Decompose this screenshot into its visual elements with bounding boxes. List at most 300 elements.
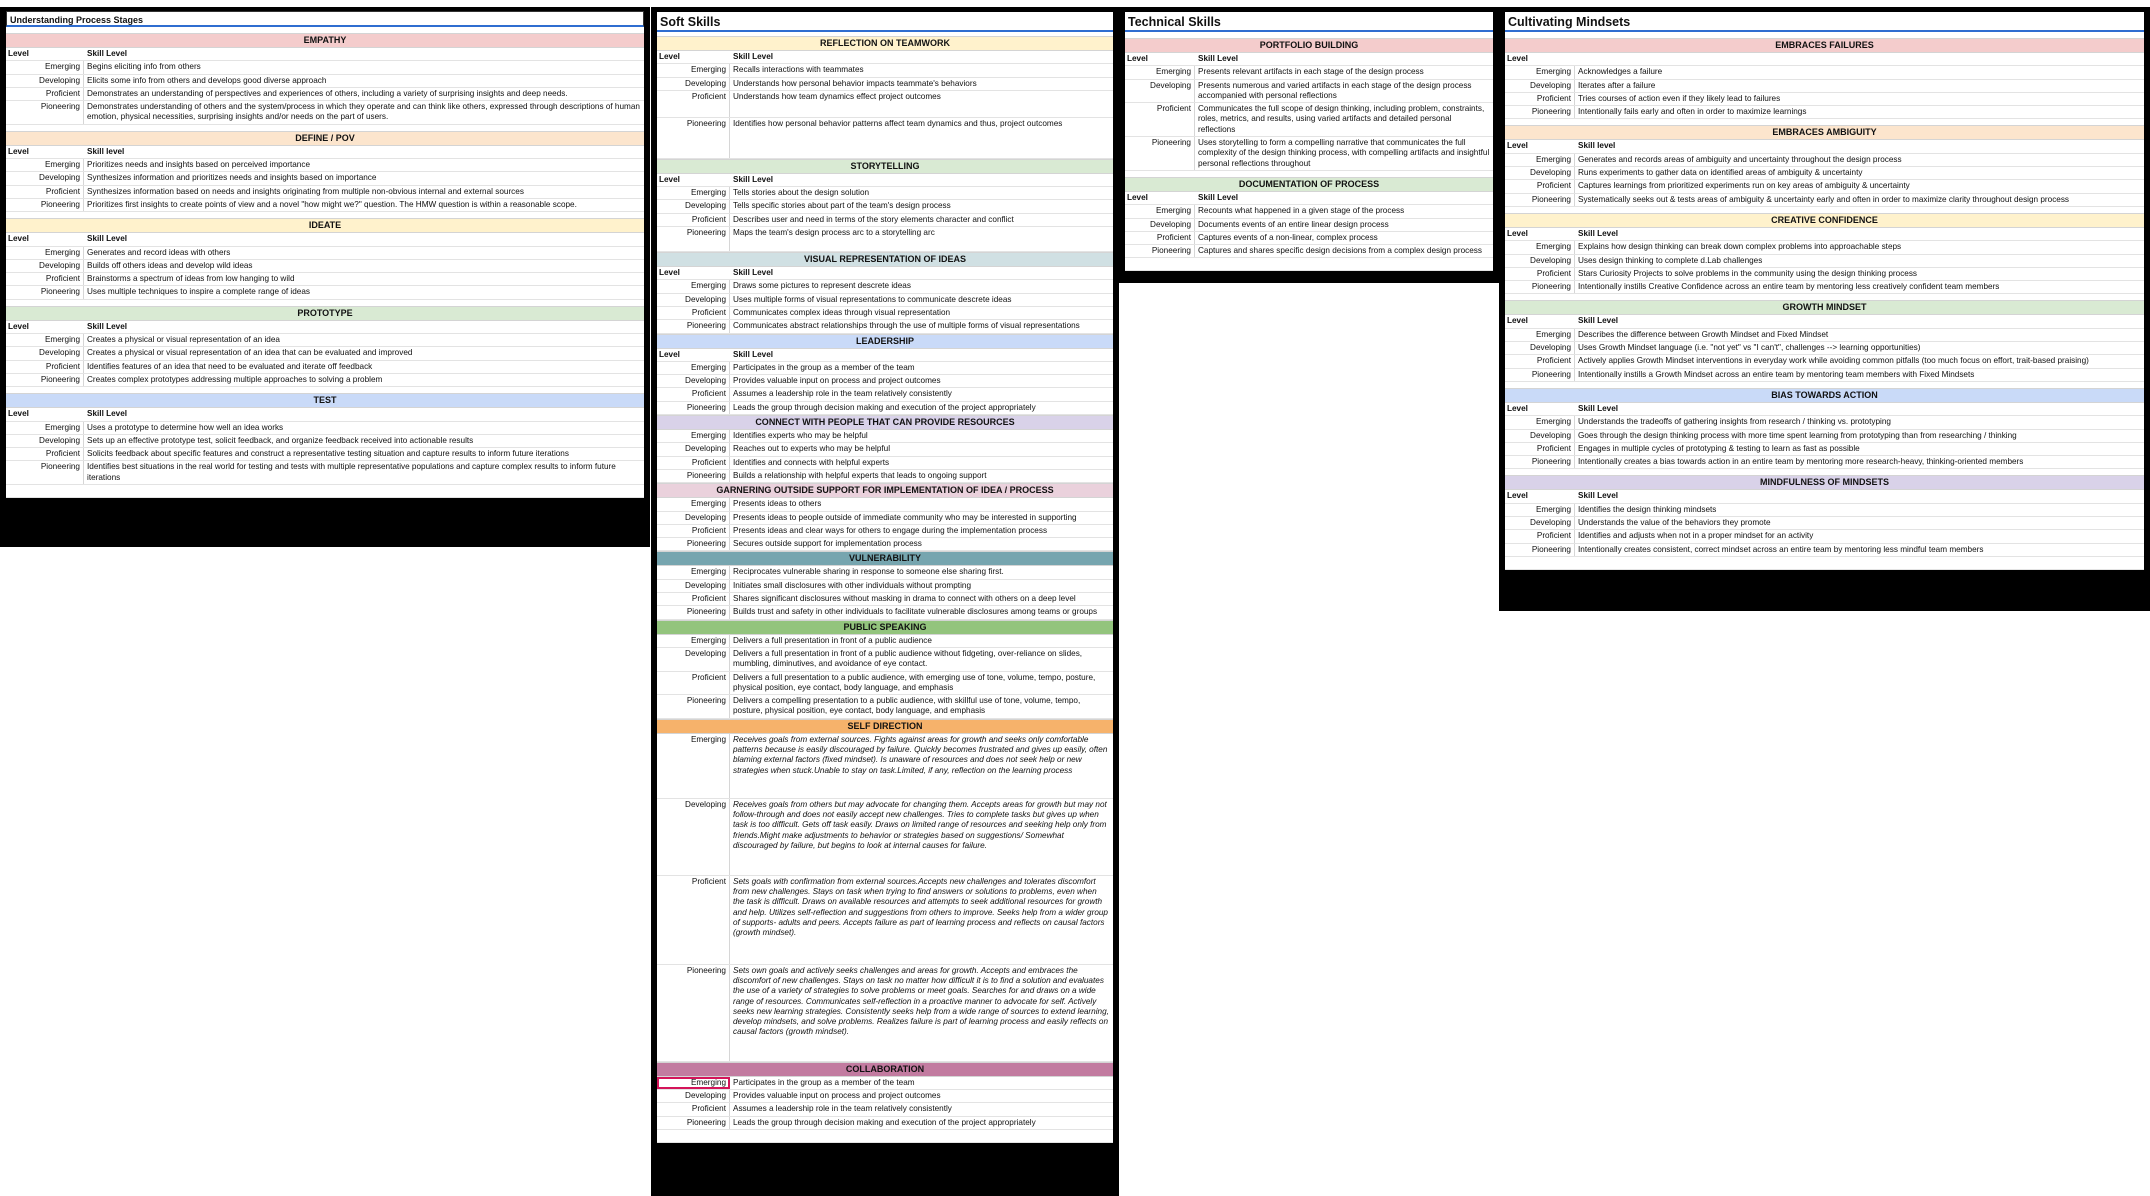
table-row[interactable] — [1125, 103, 1493, 137]
skill-cell[interactable]: Leads the group through decision making and execution of the project appropriately — [733, 402, 1036, 412]
level-cell[interactable]: Pioneering — [1505, 106, 1575, 118]
level-cell[interactable]: Developing — [657, 443, 730, 455]
table-row[interactable] — [657, 430, 1113, 443]
table-row[interactable] — [1505, 281, 2144, 294]
skill-cell[interactable]: Solicits feedback about specific features and construct a representative testing situation and capture results to inform future iterations — [87, 449, 569, 459]
column-header-row — [1505, 315, 2144, 328]
skill-cell[interactable]: Builds a relationship with helpful experts that leads to ongoing support — [733, 470, 987, 480]
table-row[interactable] — [657, 538, 1113, 551]
section-header: COLLABORATION — [657, 1062, 1113, 1077]
level-cell[interactable]: Pioneering — [1505, 281, 1575, 293]
level-cell[interactable]: Emerging — [657, 187, 730, 199]
level-cell[interactable]: Emerging — [657, 280, 730, 292]
level-cell[interactable]: Developing — [1125, 80, 1195, 103]
table-row[interactable] — [657, 91, 1113, 118]
skill-cell[interactable]: Understands the value of the behaviors they promote — [1578, 518, 1771, 528]
table-row[interactable] — [1505, 369, 2144, 382]
skill-cell[interactable]: Intentionally instills a Growth Mindset across an entire team by mentoring team members with Fixed Mindsets — [1578, 369, 1975, 379]
skill-cell[interactable]: Delivers a full presentation in front of a public audience — [733, 635, 932, 645]
skill-cell[interactable]: Builds off others ideas and develop wild ideas — [87, 260, 253, 270]
skill-cell[interactable]: Uses multiple forms of visual representations to communicate descrete ideas — [733, 294, 1012, 304]
level-cell[interactable]: Pioneering — [657, 695, 730, 718]
skill-cell[interactable]: Sets up an effective prototype test, solicit feedback, and organize feedback received into actionable results — [87, 435, 474, 445]
skill-cell[interactable]: Reaches out to experts who may be helpful — [733, 444, 891, 454]
level-cell[interactable]: Developing — [657, 78, 730, 90]
table-row[interactable] — [6, 88, 644, 101]
skill-cell[interactable]: Systematically seeks out & tests areas of ambiguity & uncertainty early and often in order to maximize clarity throughout design process — [1578, 194, 2070, 204]
table-row[interactable] — [1505, 544, 2144, 557]
level-cell[interactable]: Pioneering — [657, 965, 730, 1061]
level-cell[interactable]: Emerging — [1505, 416, 1575, 428]
table-row[interactable] — [657, 214, 1113, 227]
skill-cell[interactable]: Generates and record ideas with others — [87, 247, 231, 257]
skill-cell[interactable]: Synthesizes information based on needs and insights originating from multiple non-obvious internal and external sources — [87, 186, 524, 196]
skill-cell[interactable]: Stars Curiosity Projects to solve problems in the community using the design thinking process — [1578, 268, 1918, 278]
column-header-row — [1505, 53, 2144, 66]
table-row[interactable] — [1125, 205, 1493, 218]
sheet-title: Cultivating Mindsets — [1505, 12, 2144, 32]
level-cell[interactable]: Proficient — [657, 307, 730, 319]
level-cell[interactable]: Emerging — [1505, 241, 1575, 253]
level-cell[interactable]: Emerging — [657, 1077, 730, 1089]
level-cell[interactable]: Proficient — [657, 214, 730, 226]
skill-cell[interactable]: Intentionally creates a bias towards action in an entire team by mentoring more research-heavy, thinking-oriented members — [1578, 457, 2024, 467]
table-row[interactable] — [657, 1117, 1113, 1130]
skill-column-header: Skill Level — [87, 321, 128, 331]
skill-cell[interactable]: Communicates the full scope of design thinking, including problem, constraints, roles, metrics, and results, using varied artifacts and detailed personal reflections — [1198, 104, 1485, 134]
skill-cell[interactable]: Identifies and connects with helpful experts — [733, 457, 890, 467]
table-row[interactable] — [6, 374, 644, 387]
level-cell[interactable]: Developing — [6, 260, 84, 272]
table-row[interactable] — [657, 635, 1113, 648]
skill-cell[interactable]: Synthesizes information and prioritizes needs and insights based on importance — [87, 173, 377, 183]
table-row[interactable] — [6, 75, 644, 88]
table-row[interactable] — [657, 280, 1113, 293]
table-row[interactable] — [657, 876, 1113, 965]
skill-cell[interactable]: Captures and shares specific design decisions from a complex design process — [1198, 246, 1482, 256]
level-cell[interactable]: Emerging — [657, 566, 730, 578]
table-row[interactable] — [657, 1103, 1113, 1116]
table-row[interactable] — [657, 695, 1113, 719]
level-cell[interactable]: Pioneering — [6, 374, 84, 386]
skill-cell[interactable]: Initiates small disclosures with other individuals without prompting — [733, 580, 972, 590]
skill-cell[interactable]: Builds trust and safety in other individuals to facilitate vulnerable disclosures among teams or groups — [733, 607, 1098, 617]
level-cell[interactable]: Proficient — [6, 186, 84, 198]
table-row[interactable] — [657, 525, 1113, 538]
level-cell[interactable]: Proficient — [657, 593, 730, 605]
skill-cell[interactable]: Acknowledges a failure — [1578, 67, 1663, 77]
level-cell[interactable]: Emerging — [6, 61, 84, 73]
level-cell[interactable]: Pioneering — [6, 199, 84, 211]
table-row[interactable] — [6, 435, 644, 448]
level-cell[interactable]: Developing — [657, 512, 730, 524]
skill-column-header: Skill Level — [733, 174, 774, 184]
table-row[interactable] — [1125, 137, 1493, 171]
table-row[interactable] — [657, 362, 1113, 375]
skill-cell[interactable]: Recounts what happened in a given stage of the process — [1198, 206, 1405, 216]
skill-cell[interactable]: Tries courses of action even if they likely lead to failures — [1578, 93, 1781, 103]
skill-cell[interactable]: Brainstorms a spectrum of ideas from low hanging to wild — [87, 274, 295, 284]
table-row[interactable] — [657, 1090, 1113, 1103]
level-cell[interactable]: Developing — [1505, 517, 1575, 529]
level-cell[interactable]: Pioneering — [657, 606, 730, 618]
skill-cell[interactable]: Describes user and need in terms of the story elements character and conflict — [733, 214, 1014, 224]
level-cell[interactable]: Developing — [657, 1090, 730, 1102]
level-cell[interactable]: Emerging — [657, 635, 730, 647]
level-cell[interactable]: Pioneering — [1505, 544, 1575, 556]
skill-cell[interactable]: Identifies features of an idea that need to be evaluated and iterate off feedback — [87, 361, 373, 371]
skill-cell[interactable]: Describes the difference between Growth Mindset and Fixed Mindset — [1578, 329, 1829, 339]
table-row[interactable] — [1505, 517, 2144, 530]
skill-cell[interactable]: Shares significant disclosures without masking in drama to connect with others on a deep level — [733, 594, 1076, 604]
skill-cell[interactable]: Identifies how personal behavior patterns affect team dynamics and thus, project outcomes — [733, 118, 1063, 128]
table-row[interactable] — [657, 227, 1113, 252]
table-row[interactable] — [1125, 80, 1493, 104]
skill-cell[interactable]: Demonstrates an understanding of perspectives and experiences of others, including a variety of surprising insights and deep needs. — [87, 88, 568, 98]
skill-cell[interactable]: Uses storytelling to form a compelling narrative that communicates the full complexity of the design thinking process, with compelling artifacts and insightful personal reflections throughout — [1198, 138, 1490, 168]
level-cell[interactable]: Developing — [6, 435, 84, 447]
section-header: PROTOTYPE — [6, 306, 644, 321]
skill-cell[interactable]: Uses Growth Mindset language (i.e. "not yet" vs "I can't", challenges --> learning opportunities) — [1578, 343, 1921, 353]
skill-cell[interactable]: Prioritizes first insights to create points of view and a novel "how might we?" question. The HMW question is within a reasonable scope. — [87, 199, 577, 209]
table-row[interactable] — [6, 286, 644, 299]
skill-cell[interactable]: Intentionally fails early and often in order to maximize learnings — [1578, 107, 1807, 117]
table-row[interactable] — [657, 388, 1113, 401]
table-row[interactable] — [657, 64, 1113, 77]
skill-cell[interactable]: Presents ideas to people outside of immediate community who may be interested in supporting — [733, 512, 1077, 522]
skill-column-header: Skill Level — [733, 52, 774, 61]
skill-cell[interactable]: Iterates after a failure — [1578, 80, 1656, 90]
table-row[interactable] — [657, 402, 1113, 415]
table-row[interactable] — [657, 1077, 1113, 1090]
level-cell[interactable]: Emerging — [6, 247, 84, 259]
empty-row — [1125, 258, 1493, 271]
level-cell[interactable]: Developing — [1505, 342, 1575, 354]
level-cell[interactable]: Emerging — [6, 334, 84, 346]
level-column-header: Level — [1507, 403, 1528, 413]
level-cell[interactable]: Pioneering — [657, 538, 730, 550]
level-cell[interactable]: Emerging — [1505, 329, 1575, 341]
table-row[interactable] — [6, 347, 644, 360]
section-header: SELF DIRECTION — [657, 719, 1113, 734]
skill-cell[interactable]: Intentionally creates consistent, correct mindset across an entire team by mentoring less mindful team members — [1578, 544, 1984, 554]
level-cell[interactable]: Developing — [657, 200, 730, 212]
skill-cell[interactable]: Communicates abstract relationships through the use of multiple forms of visual representations — [733, 321, 1080, 331]
skill-cell[interactable]: Participates in the group as a member of the team — [733, 1077, 915, 1087]
skill-cell[interactable]: Recalls interactions with teammates — [733, 65, 864, 75]
skill-cell[interactable]: Communicates complex ideas through visual representation — [733, 307, 951, 317]
level-cell[interactable]: Pioneering — [657, 402, 730, 414]
table-row[interactable] — [657, 470, 1113, 483]
table-row[interactable] — [6, 361, 644, 374]
table-row[interactable] — [657, 457, 1113, 470]
skill-cell[interactable]: Creates complex prototypes addressing multiple approaches to solving a problem — [87, 374, 383, 384]
level-cell[interactable]: Developing — [6, 172, 84, 184]
level-cell[interactable]: Pioneering — [657, 470, 730, 482]
section-header: EMBRACES FAILURES — [1505, 38, 2144, 53]
level-cell[interactable]: Developing — [657, 294, 730, 306]
level-cell[interactable]: Developing — [6, 347, 84, 359]
skill-cell[interactable]: Understands the tradeoffs of gathering insights from research / thinking vs. prototyping — [1578, 417, 1891, 427]
table-row[interactable] — [1505, 342, 2144, 355]
table-row[interactable] — [657, 593, 1113, 606]
level-cell[interactable]: Emerging — [1505, 66, 1575, 78]
skill-cell[interactable]: Prioritizes needs and insights based on perceived importance — [87, 160, 311, 170]
skill-cell[interactable]: Intentionally instills Creative Confidence across an entire team by mentoring less creatively confident team members — [1578, 282, 2000, 292]
column-header-row — [657, 349, 1113, 362]
table-row[interactable] — [6, 334, 644, 347]
level-cell[interactable]: Pioneering — [657, 320, 730, 332]
table-row[interactable] — [1505, 194, 2144, 207]
table-row[interactable] — [6, 172, 644, 185]
skill-cell[interactable]: Tells specific stories about part of the team's design process — [733, 201, 951, 211]
skill-cell[interactable]: Generates and records areas of ambiguity and uncertainty throughout the design process — [1578, 154, 1902, 164]
skill-cell[interactable]: Engages in multiple cycles of prototyping & testing to learn as fast as possible — [1578, 443, 1860, 453]
table-row[interactable] — [657, 566, 1113, 579]
table-row[interactable] — [6, 186, 644, 199]
table-row[interactable] — [657, 187, 1113, 200]
table-row[interactable] — [657, 648, 1113, 672]
table-row[interactable] — [6, 101, 644, 125]
level-cell[interactable]: Emerging — [6, 422, 84, 434]
level-cell[interactable]: Developing — [1505, 80, 1575, 92]
level-cell[interactable]: Proficient — [1505, 268, 1575, 280]
level-cell[interactable]: Proficient — [6, 448, 84, 460]
skill-column-header: Skill Level — [1198, 54, 1239, 63]
table-row[interactable] — [657, 580, 1113, 593]
table-row[interactable] — [1125, 232, 1493, 245]
level-cell[interactable]: Developing — [1505, 255, 1575, 267]
level-cell[interactable]: Proficient — [657, 672, 730, 695]
skill-cell[interactable]: Secures outside support for implementation process — [733, 539, 922, 549]
table-row[interactable] — [657, 294, 1113, 307]
level-cell[interactable]: Pioneering — [1505, 194, 1575, 206]
table-row[interactable] — [657, 307, 1113, 320]
skill-cell[interactable]: Begins eliciting info from others — [87, 62, 201, 72]
level-cell[interactable]: Proficient — [6, 273, 84, 285]
table-row[interactable] — [1505, 268, 2144, 281]
table-row[interactable] — [657, 320, 1113, 333]
skill-cell[interactable]: Delivers a compelling presentation to a public audience, with skillful use of tone, volume, tempo, posture, physical position, eye contact, body language, and emphasis — [733, 696, 1081, 716]
table-row[interactable] — [6, 199, 644, 212]
level-cell[interactable]: Proficient — [657, 388, 730, 400]
table-row[interactable] — [657, 734, 1113, 799]
level-cell[interactable]: Developing — [1125, 219, 1195, 231]
level-cell[interactable]: Proficient — [657, 457, 730, 469]
level-cell[interactable]: Developing — [657, 580, 730, 592]
level-cell[interactable]: Pioneering — [1125, 137, 1195, 170]
level-cell[interactable]: Emerging — [657, 498, 730, 510]
table-row[interactable] — [657, 606, 1113, 619]
sheet — [657, 12, 1113, 1143]
skill-cell[interactable]: Receives goals from others but may advocate for changing them. Accepts areas for growth but may not follow-through and does not easily accept new challenges. Tries to complete tasks but gives up when task is too difficult. Gets off task easily. Draws on limited range of resources and seeking help only from friends.Might make adjustments to behavior or strategies based on suggestions/ Somewhat discouraged by failure, but begins to look at internal causes for failure. — [733, 799, 1107, 850]
table-row[interactable] — [6, 61, 644, 74]
table-row[interactable] — [657, 118, 1113, 159]
section-header: MINDFULNESS OF MINDSETS — [1505, 475, 2144, 490]
level-cell[interactable]: Pioneering — [1505, 369, 1575, 381]
level-cell[interactable]: Pioneering — [1505, 456, 1575, 468]
table-row[interactable] — [1505, 530, 2144, 543]
panel-technical-skills — [1119, 7, 1499, 283]
column-header-row — [6, 408, 644, 421]
table-row[interactable] — [1505, 456, 2144, 469]
level-cell[interactable]: Pioneering — [1125, 245, 1195, 257]
level-cell[interactable]: Developing — [6, 75, 84, 87]
skill-cell[interactable]: Creates a physical or visual representation of an idea that can be evaluated and improved — [87, 348, 413, 358]
level-cell[interactable]: Emerging — [657, 64, 730, 76]
skill-cell[interactable]: Identifies the design thinking mindsets — [1578, 504, 1717, 514]
level-cell[interactable]: Proficient — [657, 91, 730, 117]
level-column-header: Level — [659, 52, 680, 61]
table-row[interactable] — [1505, 167, 2144, 180]
skill-cell[interactable]: Captures learnings from prioritized experiments run on key areas of ambiguity & uncertainty — [1578, 181, 1910, 191]
table-row[interactable] — [6, 461, 644, 485]
skill-cell[interactable]: Draws some pictures to represent descrete ideas — [733, 281, 911, 291]
skill-cell[interactable]: Captures events of a non-linear, complex process — [1198, 232, 1378, 242]
table-row[interactable] — [1505, 416, 2144, 429]
level-cell[interactable]: Emerging — [657, 362, 730, 374]
skill-cell[interactable]: Explains how design thinking can break down complex problems into approachable steps — [1578, 242, 1902, 252]
table-row[interactable] — [1505, 504, 2144, 517]
table-row[interactable] — [6, 260, 644, 273]
level-cell[interactable]: Developing — [657, 375, 730, 387]
skill-cell[interactable]: Documents events of an entire linear design process — [1198, 219, 1389, 229]
level-cell[interactable]: Developing — [1505, 167, 1575, 179]
table-row[interactable] — [1505, 80, 2144, 93]
table-row[interactable] — [657, 78, 1113, 91]
skill-cell[interactable]: Uses design thinking to complete d.Lab challenges — [1578, 255, 1763, 265]
skill-cell[interactable]: Runs experiments to gather data on identified areas of ambiguity & uncertainty — [1578, 168, 1863, 178]
skill-cell[interactable]: Sets goals with confirmation from external sources.Accepts new challenges and tolerates discomfort from new challenges. Stays on task when trying to find answers or solutions to problems, even when the task is difficult. Draws on available resources and attempts to seek additional resources for growth and help. Utilizes self-reflection and suggestions from others to improve. Seeks help from a wider group of supports- adults and peers. Accepts failure as part of learning process and reflects on causal factors (growth mindset). — [733, 876, 1108, 938]
level-cell[interactable]: Developing — [1505, 430, 1575, 442]
skill-cell[interactable]: Receives goals from external sources. Fights against areas for growth and seeks only comfortable patterns because is easily discouraged by failure. Quickly becomes frustrated and gives up easily, often blaming external factors (fixed mindset). Is unaware of resources and does not seek help or new strategies when stuck.Unable to stay on task.Limited, if any, reflection on the learning process — [733, 734, 1108, 775]
skill-cell[interactable]: Identifies best situations in the real world for testing and tests with multiple representative populations and capture complex results to inform future iterations — [87, 462, 616, 482]
skill-cell[interactable]: Assumes a leadership role in the team relatively consistently — [733, 1104, 952, 1114]
skill-cell[interactable]: Identifies experts who may be helpful — [733, 431, 868, 441]
table-row[interactable] — [1505, 106, 2144, 119]
level-cell[interactable]: Proficient — [6, 361, 84, 373]
table-row[interactable] — [657, 672, 1113, 696]
skill-cell[interactable]: Assumes a leadership role in the team relatively consistently — [733, 389, 952, 399]
table-row[interactable] — [1505, 66, 2144, 79]
table-row[interactable] — [6, 422, 644, 435]
section-header: STORYTELLING — [657, 159, 1113, 174]
skill-cell[interactable]: Provides valuable input on process and project outcomes — [733, 1090, 941, 1100]
skill-cell[interactable]: Leads the group through decision making and execution of the project appropriately — [733, 1117, 1036, 1127]
table-row[interactable] — [657, 443, 1113, 456]
level-cell[interactable]: Proficient — [1505, 355, 1575, 367]
skill-cell[interactable]: Goes through the design thinking process with more time spent learning from prototyping than from researching / thinking — [1578, 430, 2017, 440]
skill-cell[interactable]: Actively applies Growth Mindset interventions in everyday work while avoiding common pitfalls (too much focus on effort, trait-based praising) — [1578, 356, 2089, 366]
level-cell[interactable]: Proficient — [1125, 232, 1195, 244]
level-cell[interactable]: Developing — [657, 799, 730, 875]
skill-cell[interactable]: Understands how team dynamics effect project outcomes — [733, 91, 941, 101]
table-row[interactable] — [657, 965, 1113, 1062]
skill-cell[interactable]: Provides valuable input on process and project outcomes — [733, 376, 941, 386]
level-cell[interactable]: Proficient — [1125, 103, 1195, 136]
skill-cell[interactable]: Elicits some info from others and develops good diverse approach — [87, 75, 327, 85]
table-row[interactable] — [1505, 93, 2144, 106]
level-cell[interactable]: Emerging — [657, 430, 730, 442]
skill-cell[interactable]: Participates in the group as a member of the team — [733, 362, 915, 372]
skill-cell[interactable]: Delivers a full presentation in front of a public audience without fidgeting, over-reliance on slides, mumbling, diminutives, and avoidance of eye contact. — [733, 648, 1083, 669]
level-cell[interactable]: Pioneering — [6, 461, 84, 484]
level-cell[interactable]: Developing — [657, 648, 730, 671]
table-row[interactable] — [1125, 219, 1493, 232]
skill-cell[interactable]: Presents ideas and clear ways for others to engage during the implementation process — [733, 525, 1048, 535]
skill-cell[interactable]: Identifies and adjusts when not in a proper mindset for an activity — [1578, 531, 1814, 541]
table-row[interactable] — [1505, 154, 2144, 167]
skill-cell[interactable]: Presents relevant artifacts in each stage of the design process — [1198, 67, 1424, 77]
skill-cell[interactable]: Delivers a full presentation to a public audience, with emerging use of tone, volume, tempo, posture, physical position, eye contact, body language, and emphasis — [733, 672, 1096, 692]
skill-cell[interactable]: Tells stories about the design solution — [733, 188, 870, 198]
level-cell[interactable]: Pioneering — [657, 118, 730, 158]
skill-cell[interactable]: Demonstrates understanding of others and the system/process in which they operate and can think like others, expressed through descriptions of human emotion, physical necessities, surprising insights and/or needs on the part of users. — [87, 102, 640, 122]
table-row[interactable] — [6, 159, 644, 172]
table-row[interactable] — [1505, 241, 2144, 254]
level-cell[interactable]: Proficient — [6, 88, 84, 100]
level-cell[interactable]: Proficient — [1505, 93, 1575, 105]
level-cell[interactable]: Proficient — [657, 1103, 730, 1115]
table-row[interactable] — [6, 273, 644, 286]
skill-cell[interactable]: Creates a physical or visual representation of an idea — [87, 335, 280, 345]
skill-cell[interactable]: Sets own goals and actively seeks challenges and areas for growth. Accepts and embraces the discomfort of new challenges. Stays on task no matter how difficult it is to find a solution and evaluates the use of a variety of strategies to solve problems or meet goals. Searches for and draws on a wide range of resources. Communicates self-reflection in a proactive manner to advocate for self. Actively seeks new learning strategies. Consistently seeks help from a wide range of sources to extend learning, develop mindsets, and solve problems. Realizes failure is part of learning process and easily reflects on causal factors (growth mindset). — [733, 965, 1109, 1037]
skill-column-header: Skill Level — [733, 268, 774, 278]
level-cell[interactable]: Pioneering — [6, 286, 84, 298]
level-cell[interactable]: Proficient — [1505, 530, 1575, 542]
table-row[interactable] — [6, 448, 644, 461]
table-row[interactable] — [657, 512, 1113, 525]
level-cell[interactable]: Pioneering — [657, 227, 730, 251]
level-cell[interactable]: Pioneering — [6, 101, 84, 124]
skill-cell[interactable]: Understands how personal behavior impacts teammate's behaviors — [733, 78, 977, 88]
level-column-header: Level — [659, 174, 680, 184]
table-row[interactable] — [1505, 430, 2144, 443]
level-cell[interactable]: Emerging — [1505, 504, 1575, 516]
level-cell[interactable]: Proficient — [1505, 443, 1575, 455]
skill-cell[interactable]: Presents ideas to others — [733, 499, 822, 509]
skill-cell[interactable]: Presents numerous and varied artifacts in each stage of the design process accompanied with personal reflections — [1198, 80, 1472, 100]
level-cell[interactable]: Emerging — [1125, 205, 1195, 217]
skill-cell[interactable]: Maps the team's design process arc to a storytelling arc — [733, 228, 935, 238]
level-cell[interactable]: Emerging — [1505, 154, 1575, 166]
table-row[interactable] — [1505, 443, 2144, 456]
level-cell[interactable]: Emerging — [657, 734, 730, 798]
table-row[interactable] — [657, 799, 1113, 876]
table-row[interactable] — [1125, 66, 1493, 79]
empty-row — [1505, 557, 2144, 570]
skill-cell[interactable]: Uses multiple techniques to inspire a complete range of ideas — [87, 287, 311, 297]
level-cell[interactable]: Pioneering — [657, 1117, 730, 1129]
skill-cell[interactable]: Uses a prototype to determine how well an idea works — [87, 422, 284, 432]
level-cell[interactable]: Proficient — [1505, 180, 1575, 192]
table-row[interactable] — [1505, 180, 2144, 193]
table-row[interactable] — [657, 498, 1113, 511]
table-row[interactable] — [657, 200, 1113, 213]
level-cell[interactable]: Proficient — [657, 876, 730, 964]
skill-cell[interactable]: Reciprocates vulnerable sharing in response to someone else sharing first. — [733, 567, 1004, 577]
level-cell[interactable]: Emerging — [1125, 66, 1195, 78]
table-row[interactable] — [1505, 355, 2144, 368]
table-row[interactable] — [6, 247, 644, 260]
level-cell[interactable]: Emerging — [6, 159, 84, 171]
table-row[interactable] — [1125, 245, 1493, 258]
table-row[interactable] — [1505, 255, 2144, 268]
table-row[interactable] — [657, 375, 1113, 388]
table-row[interactable] — [1505, 329, 2144, 342]
level-cell[interactable]: Proficient — [657, 525, 730, 537]
level-column-header: Level — [1507, 228, 1528, 238]
